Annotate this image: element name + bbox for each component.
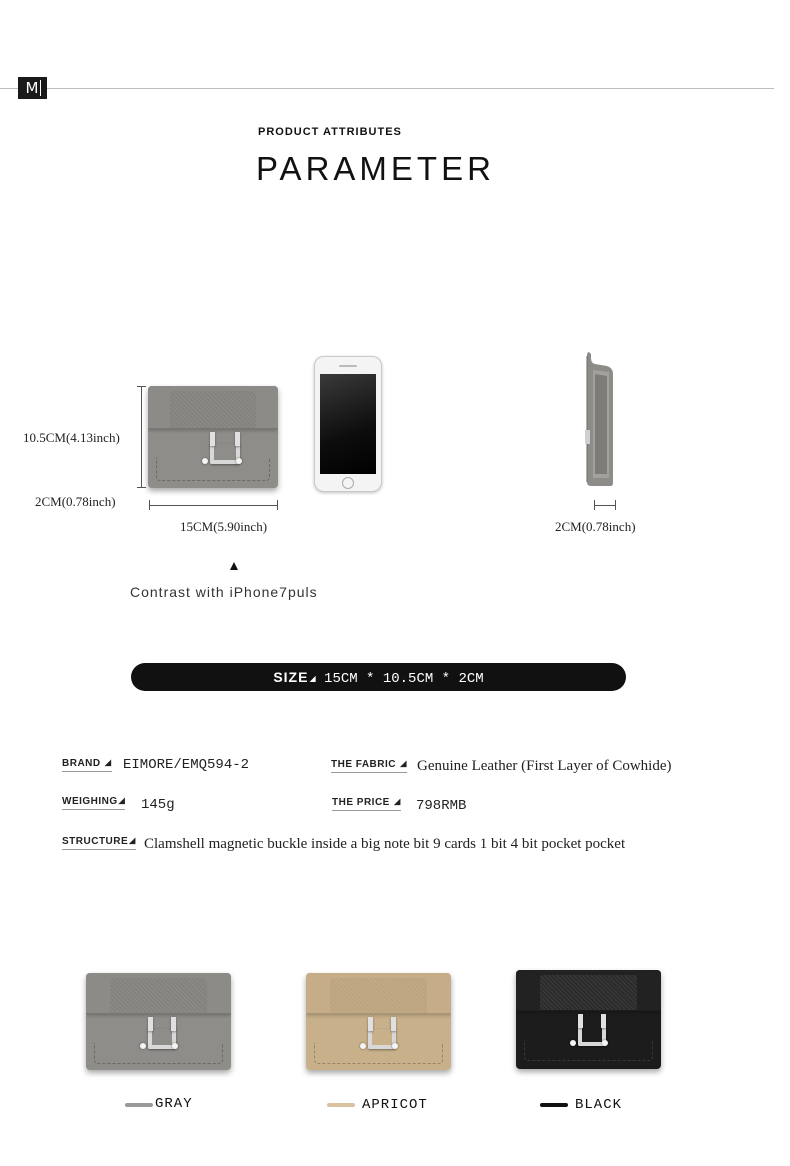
size-bar [131, 663, 626, 691]
section-title: PARAMETER [256, 150, 495, 187]
side-thickness-label: 2CM(0.78inch) [555, 519, 636, 534]
gray-swatch [125, 1103, 153, 1107]
brand-label: BRAND ◢ [62, 758, 112, 772]
wallet-side-image [585, 350, 615, 490]
price-value: 798RMB [416, 798, 467, 814]
width-dimension-line [149, 505, 277, 506]
contrast-caption: Contrast with iPhone7puls [130, 584, 318, 600]
pointer-triangle-icon [230, 562, 238, 570]
brand-logo: M [18, 77, 47, 99]
black-label: BLACK [575, 1097, 623, 1113]
section-subtitle: PRODUCT ATTRIBUTES [258, 126, 402, 138]
wallet-black-image [516, 970, 661, 1069]
height-label: 10.5CM(4.13inch) [23, 430, 120, 445]
height-dimension-line [141, 386, 142, 488]
size-label: SIZE [273, 669, 309, 685]
apricot-label: APRICOT [362, 1097, 428, 1113]
price-label: THE PRICE ◢ [332, 797, 401, 811]
wallet-front-image [148, 386, 278, 488]
width-label: 15CM(5.90inch) [180, 519, 268, 534]
black-swatch [540, 1103, 568, 1107]
wallet-apricot-image [306, 973, 451, 1070]
fabric-value: Genuine Leather (First Layer of Cowhide) [417, 758, 672, 774]
gray-label: GRAY [155, 1096, 193, 1112]
corner-arrow-icon: ◢ [309, 674, 316, 683]
weighing-value: 145g [141, 797, 175, 813]
apricot-swatch [327, 1103, 355, 1107]
brand-value: EIMORE/EMQ594-2 [123, 757, 250, 773]
fabric-label: THE FABRIC ◢ [331, 759, 407, 773]
header-divider [0, 88, 774, 89]
side-thickness-line [594, 505, 616, 506]
structure-label: STRUCTURE◢ [62, 836, 136, 850]
thickness-label: 2CM(0.78inch) [35, 494, 116, 509]
structure-value: Clamshell magnetic buckle inside a big note bit 9 cards 1 bit 4 bit pocket pocket [144, 836, 626, 852]
weighing-label: WEIGHING◢ [62, 796, 125, 810]
wallet-gray-image [86, 973, 231, 1070]
size-value: 15CM * 10.5CM * 2CM [324, 671, 484, 687]
iphone-comparison-image [314, 356, 382, 492]
